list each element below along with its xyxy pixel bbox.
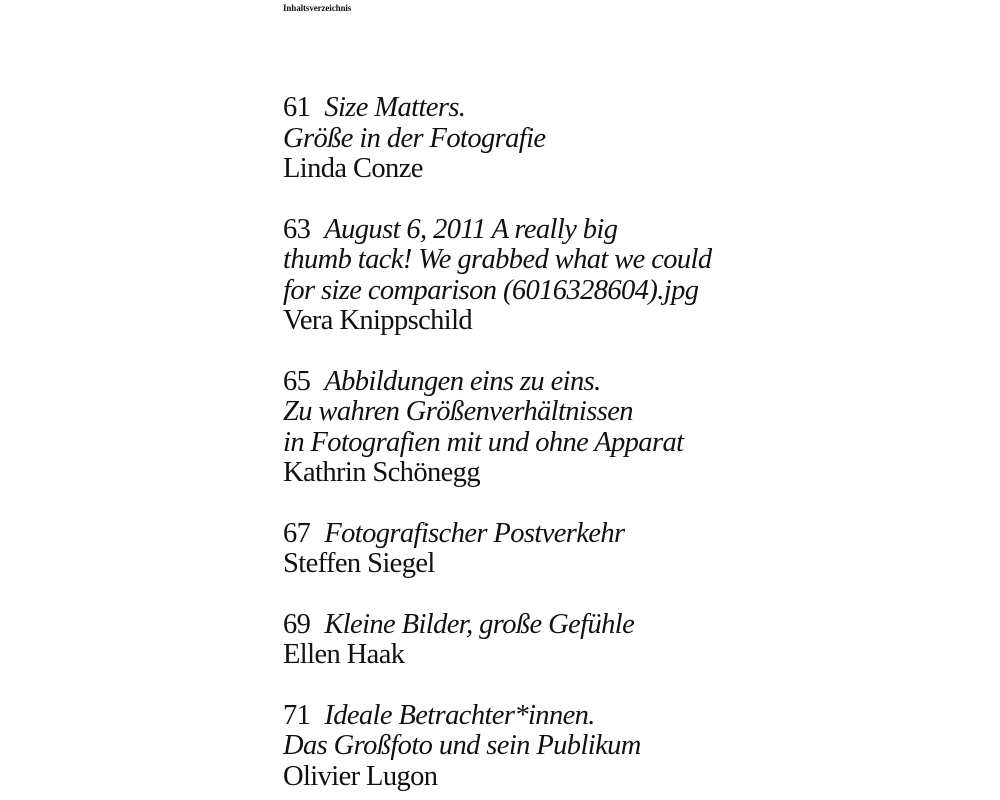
entry-title: Ideale Betrachter*innen. (324, 699, 595, 731)
entry-title: Size Matters. (324, 92, 466, 123)
entry-title: thumb tack! We grabbed what we could (283, 244, 712, 275)
toc-entry-first-line (283, 93, 843, 124)
entry-title: Abbildungen eins zu eins. (324, 365, 601, 397)
toc-entry-first-line (283, 610, 843, 641)
entry-title: Das Großfoto und sein Publikum (283, 730, 641, 761)
page-number: 67 (283, 517, 311, 549)
page-number: 61 (283, 92, 311, 123)
entry-title: Kleine Bilder, große Gefühle (324, 608, 635, 640)
page-number: 71 (283, 699, 311, 731)
toc-entry (283, 93, 843, 185)
toc-entry (283, 519, 843, 580)
entry-author: Steffen Siegel (283, 548, 435, 579)
entry-author: Ellen Haak (283, 639, 405, 670)
page-number: 63 (283, 213, 311, 245)
entry-author: Linda Conze (283, 153, 423, 184)
entry-author: Vera Knippschild (283, 305, 473, 336)
toc-entry-first-line (283, 701, 843, 732)
page-number: 65 (283, 365, 311, 397)
entry-author: Olivier Lugon (283, 760, 438, 792)
page-label: Inhaltsverzeichnis (283, 3, 352, 13)
toc-entry-first-line (283, 519, 843, 550)
entry-title: Fotografischer Postverkehr (324, 517, 625, 549)
entry-title: in Fotografien mit und ohne Apparat (283, 426, 684, 458)
entry-author: Kathrin Schönegg (283, 457, 480, 488)
entry-title: August 6, 2011 A really big (324, 213, 618, 245)
toc-entry (283, 215, 843, 337)
entry-title: Größe in der Fotografie (283, 122, 546, 154)
toc-entry (283, 367, 843, 489)
table-of-contents (283, 93, 843, 792)
toc-entry (283, 701, 843, 793)
toc-entry-first-line (283, 215, 843, 246)
entry-title: for size comparison (6016328604).jpg (283, 274, 699, 306)
toc-entry (283, 610, 843, 671)
page-number: 69 (283, 608, 311, 640)
toc-entry-first-line (283, 367, 843, 398)
entry-title: Zu wahren Größenverhältnissen (283, 396, 633, 427)
